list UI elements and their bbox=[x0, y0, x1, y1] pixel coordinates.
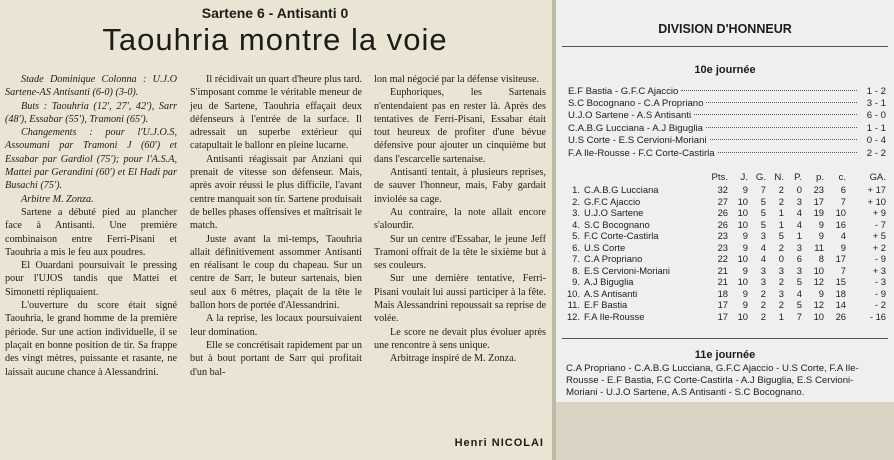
result-row bbox=[568, 110, 886, 122]
stat-g: 4 bbox=[760, 253, 766, 265]
stat-j: 9 bbox=[742, 287, 748, 299]
team-name: C.A.B.G Lucciana bbox=[584, 184, 659, 196]
result-score: 3 - 1 bbox=[866, 98, 886, 110]
team-rank: 5. bbox=[572, 230, 580, 242]
stat-g: 2 bbox=[760, 299, 766, 311]
stat-p: 0 bbox=[796, 184, 802, 196]
team-rank: 1. bbox=[572, 184, 580, 196]
team-rank: 3. bbox=[572, 207, 580, 219]
stat-n: 3 bbox=[778, 287, 784, 299]
stat-j: 10 bbox=[737, 253, 748, 265]
stat-ga: + 9 bbox=[872, 207, 886, 219]
standings-row bbox=[562, 299, 886, 311]
stat-g: 2 bbox=[760, 310, 766, 322]
team-name: F.A Ile-Rousse bbox=[584, 310, 645, 322]
col-header-p: P. bbox=[794, 171, 802, 183]
stat-n: 0 bbox=[778, 253, 784, 265]
stat-c: 9 bbox=[840, 241, 846, 253]
team-name: U.S Corte bbox=[584, 241, 626, 253]
col-header-goals-for: p. bbox=[815, 171, 824, 183]
stat-c: 16 bbox=[835, 218, 846, 230]
stat-pp: 9 bbox=[818, 287, 824, 299]
paragraph: Il récidivait un quart d'heure plus tard. S'imposant comme le véritable meneur de jeu de Sartene, Taouhria effaçait deux défenseurs à l'entrée de la surface. Il adressait un superbe extérieur qui catapultait le ballonr en pleine lucarne. bbox=[190, 74, 363, 152]
team-name: G.F.C Ajaccio bbox=[584, 195, 641, 207]
match-info-stadium: Stade Dominique Colonna : U.J.O Sartene-AS Antisanti (6-0) (3-0). bbox=[5, 74, 177, 99]
stat-pts: 32 bbox=[717, 184, 728, 196]
section-rule bbox=[562, 338, 888, 339]
stat-ga: + 2 bbox=[872, 241, 886, 253]
division-panel bbox=[556, 0, 894, 402]
result-row bbox=[568, 97, 886, 109]
team-name: E.S Cervioni-Moriani bbox=[584, 264, 670, 276]
article-column-1 bbox=[5, 73, 177, 379]
stat-c: 7 bbox=[840, 264, 846, 276]
stat-p: 4 bbox=[796, 218, 802, 230]
col-header-j: J. bbox=[740, 171, 748, 183]
team-rank: 7. bbox=[572, 253, 580, 265]
stat-ga: + 10 bbox=[867, 195, 886, 207]
stat-j: 10 bbox=[737, 276, 748, 288]
stat-n: 2 bbox=[778, 241, 784, 253]
team-rank: 11. bbox=[567, 299, 580, 311]
stat-c: 7 bbox=[840, 195, 846, 207]
paragraph: Antisanti réagissait par Anziani qui prenait de vitesse son défenseur. Mais, après avoir réussi le plus difficile, l'avant centre manquait son tir. Sartene produisait de belles phases offensives et maîtrisait le match. bbox=[190, 153, 363, 232]
col-header-n: N. bbox=[774, 171, 784, 183]
stat-ga: + 17 bbox=[867, 184, 886, 196]
standings-row bbox=[562, 230, 886, 242]
stat-j: 10 bbox=[737, 218, 748, 230]
team-rank: 4. bbox=[572, 218, 580, 230]
team-rank: 9. bbox=[572, 276, 580, 288]
team-rank: 10. bbox=[566, 287, 580, 299]
result-row bbox=[568, 147, 886, 159]
stat-pts: 23 bbox=[717, 230, 728, 242]
stat-pts: 17 bbox=[717, 310, 728, 322]
stat-p: 3 bbox=[796, 241, 802, 253]
stat-pp: 10 bbox=[813, 310, 824, 322]
stat-ga: + 5 bbox=[872, 230, 886, 242]
stat-p: 4 bbox=[796, 207, 802, 219]
paragraph: Au contraire, la note allait encore s'alourdir. bbox=[374, 206, 546, 232]
stat-g: 3 bbox=[760, 264, 766, 276]
stat-n: 1 bbox=[778, 207, 784, 219]
stat-pts: 21 bbox=[717, 276, 728, 288]
title-rule bbox=[562, 46, 888, 47]
standings-row bbox=[562, 219, 886, 231]
stat-ga: - 2 bbox=[875, 299, 886, 311]
stat-n: 2 bbox=[778, 299, 784, 311]
results-list bbox=[568, 85, 886, 159]
stat-j: 10 bbox=[737, 310, 748, 322]
standings-row bbox=[562, 242, 886, 254]
stat-ga: + 3 bbox=[872, 264, 886, 276]
stat-j: 9 bbox=[742, 299, 748, 311]
stat-c: 26 bbox=[835, 310, 846, 322]
stat-n: 2 bbox=[778, 195, 784, 207]
standings-row bbox=[562, 311, 886, 323]
stat-n: 1 bbox=[778, 218, 784, 230]
standings-table bbox=[562, 170, 886, 322]
standings-row bbox=[562, 265, 886, 277]
headline: Taouhria montre la voie bbox=[102, 22, 448, 57]
stat-n: 5 bbox=[778, 230, 784, 242]
stat-c: 6 bbox=[840, 184, 846, 196]
stat-ga: - 7 bbox=[875, 218, 886, 230]
stat-p: 3 bbox=[796, 264, 802, 276]
stat-j: 10 bbox=[737, 195, 748, 207]
result-row bbox=[568, 85, 886, 97]
result-match: S.C Bocognano - C.A Propriano bbox=[568, 98, 704, 110]
stat-pp: 10 bbox=[813, 264, 824, 276]
team-name: A.S Antisanti bbox=[584, 287, 638, 299]
author-signature: Henri NICOLAI bbox=[454, 437, 544, 449]
dot-leader bbox=[706, 126, 857, 128]
paragraph: Antisanti tentait, à plusieurs reprises, de sauver l'honneur, mais, Faby gardait inviolée sa cage. bbox=[374, 167, 546, 205]
standings-header-row bbox=[562, 170, 886, 184]
col-header-goals-against: c. bbox=[838, 171, 846, 183]
paragraph: Le score ne devait plus évoluer après une rencontre à sens unique. bbox=[374, 326, 546, 351]
stat-ga: - 3 bbox=[875, 276, 886, 288]
result-match: U.J.O Sartene - A.S Antisanti bbox=[568, 110, 692, 122]
standings-row bbox=[562, 207, 886, 219]
stat-j: 9 bbox=[742, 241, 748, 253]
match-kicker: Sartene 6 - Antisanti 0 bbox=[201, 5, 349, 21]
stat-g: 5 bbox=[760, 207, 766, 219]
result-match: C.A.B.G Lucciana - A.J Biguglia bbox=[568, 122, 703, 134]
result-score: 1 - 2 bbox=[866, 85, 886, 97]
page-background bbox=[556, 402, 894, 460]
paragraph: Sur une dernière tentative, Ferri-Pisani voulait lui aussi participer à la fête. Mais Alessandrini repoussait sa reprise de volée. bbox=[374, 273, 546, 325]
stat-n: 2 bbox=[778, 184, 784, 196]
standings-row bbox=[562, 184, 886, 196]
dot-leader bbox=[718, 151, 857, 153]
stat-ga: - 16 bbox=[869, 310, 886, 322]
team-name: U.J.O Sartene bbox=[584, 207, 644, 219]
stat-g: 5 bbox=[760, 218, 766, 230]
result-score: 2 - 2 bbox=[866, 147, 886, 159]
result-row bbox=[568, 135, 886, 147]
result-score: 1 - 1 bbox=[866, 122, 886, 134]
stat-p: 3 bbox=[796, 195, 802, 207]
standings-row bbox=[562, 253, 886, 265]
stat-c: 18 bbox=[835, 287, 846, 299]
paragraph: A la reprise, les locaux poursuivaient leur domination. bbox=[190, 313, 362, 338]
standings-row bbox=[562, 276, 886, 288]
stat-c: 10 bbox=[835, 207, 846, 219]
article-column-3 bbox=[374, 73, 546, 366]
stat-c: 15 bbox=[835, 276, 846, 288]
paragraph: Arbitrage inspiré de M. Zonza. bbox=[390, 353, 517, 365]
paragraph: lon mal négocié par la défense visiteuse. bbox=[374, 74, 539, 85]
paragraph: Euphoriques, les Sartenais n'entendaient pas en rester là. Après des tentatives de Ferri-Pisani, Essabar était tout heureux de profiter d'une bévue défensive pour ajouter un cinquième but dans l'escarcelle sartenaise. bbox=[374, 87, 546, 165]
dot-leader bbox=[694, 113, 857, 115]
stat-pts: 23 bbox=[717, 241, 728, 253]
team-rank: 2. bbox=[572, 195, 580, 207]
result-match: F.A Ile-Rousse - F.C Corte-Castirla bbox=[568, 147, 715, 159]
result-row bbox=[568, 122, 886, 134]
result-match: U.S Corte - E.S Cervioni-Moriani bbox=[568, 135, 707, 147]
result-score: 6 - 0 bbox=[866, 110, 886, 122]
stat-pts: 22 bbox=[717, 253, 728, 265]
stat-pp: 19 bbox=[813, 207, 824, 219]
paragraph: Sartene a débuté pied au plancher face à Antisanti. Une première combinaison entre Ferri-Pisani et Taouhria a mis le feu aux poudres. bbox=[5, 206, 177, 258]
match-info-substitutions: Changements : pour l'U.J.O.S, Assoumani par Tramoni J (60') et Essabar par Gardiol (75'); pour l'A.S.A, Mattei par Gerandini (60') et El Hadi par Busachi (75'). bbox=[5, 127, 177, 192]
standings-body bbox=[562, 184, 886, 322]
team-name: A.J Biguglia bbox=[584, 276, 634, 288]
stat-j: 10 bbox=[737, 207, 748, 219]
team-rank: 6. bbox=[572, 241, 580, 253]
stat-p: 6 bbox=[796, 253, 802, 265]
standings-row bbox=[562, 288, 886, 300]
stat-p: 5 bbox=[796, 276, 802, 288]
stat-pts: 26 bbox=[717, 207, 728, 219]
stat-g: 3 bbox=[760, 276, 766, 288]
team-name: F.C Corte-Castirla bbox=[584, 230, 659, 242]
stat-p: 4 bbox=[796, 287, 802, 299]
stat-ga: - 9 bbox=[875, 287, 886, 299]
team-rank: 8. bbox=[572, 264, 580, 276]
dot-leader bbox=[706, 101, 857, 103]
team-name: E.F Bastia bbox=[584, 299, 628, 311]
paragraph: El Ouardani poursuivait le pressing pour l'UJOS tandis que Mattei et Simonetti répliquaient. bbox=[5, 260, 177, 298]
stat-g: 3 bbox=[760, 230, 766, 242]
next-round-title: 11e journée bbox=[694, 349, 756, 361]
stat-c: 4 bbox=[840, 230, 846, 242]
stat-n: 3 bbox=[778, 264, 784, 276]
result-match: E.F Bastia - G.F.C Ajaccio bbox=[568, 85, 679, 97]
stat-p: 1 bbox=[796, 230, 802, 242]
col-header-goal-average: GA. bbox=[869, 171, 886, 183]
stat-pts: 27 bbox=[717, 195, 728, 207]
match-info-goals: Buts : Taouhria (12', 27', 42'), Sarr (48'), Essabar (55'), Tramoni (65'). bbox=[5, 100, 177, 125]
stat-g: 7 bbox=[760, 184, 766, 196]
stat-p: 5 bbox=[796, 299, 802, 311]
dot-leader bbox=[681, 89, 857, 91]
stat-pp: 11 bbox=[814, 241, 824, 253]
round-title: 10e journée bbox=[694, 64, 756, 76]
stat-g: 4 bbox=[760, 241, 766, 253]
col-header-g: G. bbox=[755, 171, 766, 183]
stat-pp: 8 bbox=[818, 253, 824, 265]
col-spacer bbox=[562, 170, 580, 184]
stat-ga: - 9 bbox=[875, 253, 886, 265]
stat-c: 14 bbox=[835, 299, 846, 311]
stat-pts: 17 bbox=[717, 299, 728, 311]
stat-pp: 17 bbox=[813, 195, 824, 207]
next-round-fixtures: C.A Propriano - C.A.B.G Lucciana, G.F.C Ajaccio - U.S Corte, F.A Ile-Rousse - E.F Bastia, F.C Corte-Castirla - A.J Biguglia, E.S Cervioni-Moriani - U.J.O Sartene, A.S Antisanti - S.C Bocognano. bbox=[566, 363, 859, 398]
paragraph: Elle se concrétisait rapidement par un but à bout portant de Sarr qui profitait d'un bal- bbox=[190, 339, 362, 378]
stat-j: 9 bbox=[742, 184, 748, 196]
stat-pp: 23 bbox=[813, 184, 824, 196]
stat-pp: 12 bbox=[813, 276, 824, 288]
col-header-pts: Pts. bbox=[711, 171, 728, 183]
team-name: C.A Propriano bbox=[584, 253, 643, 265]
division-title: DIVISION D'HONNEUR bbox=[658, 22, 792, 36]
stat-pp: 12 bbox=[813, 299, 824, 311]
standings-row bbox=[562, 196, 886, 208]
article-column-2 bbox=[190, 73, 362, 379]
stat-c: 17 bbox=[835, 253, 846, 265]
team-name: S.C Bocognano bbox=[584, 218, 650, 230]
result-score: 0 - 4 bbox=[866, 135, 886, 147]
paragraph: Sur un centre d'Essabar, le jeune Jeff Tramoni offrait de la tête le sixième but à ses couleurs. bbox=[374, 233, 546, 272]
col-spacer bbox=[580, 170, 702, 184]
team-rank: 12. bbox=[566, 310, 580, 322]
stat-j: 9 bbox=[742, 230, 748, 242]
paragraph: L'ouverture du score était signé Taouhria, le grand homme de la première période. Sur une action individuelle, il se plaçait en bonne position de tir. Sa frappe des vingt mètres, puissante et rasante, ne laissait aucune chance à Alessandrini. bbox=[5, 300, 177, 378]
stat-pts: 21 bbox=[717, 264, 728, 276]
stat-n: 2 bbox=[778, 276, 784, 288]
stat-j: 9 bbox=[742, 264, 748, 276]
stat-pp: 9 bbox=[818, 218, 824, 230]
stat-g: 5 bbox=[760, 195, 766, 207]
stat-pp: 9 bbox=[818, 230, 824, 242]
paragraph: Juste avant la mi-temps, Taouhria allait définitivement assommer Antisanti en réalisant le coup du chapeau. Sur un centre de Sarr, le buteur sartenais, bien seul aux 6 mètres, plaçait de la tête le ballon hors de portée d'Alessandrini. bbox=[190, 233, 362, 312]
dot-leader bbox=[710, 138, 857, 140]
stat-g: 2 bbox=[760, 287, 766, 299]
stat-n: 1 bbox=[778, 310, 784, 322]
stat-p: 7 bbox=[796, 310, 802, 322]
stat-pts: 26 bbox=[717, 218, 728, 230]
stat-pts: 18 bbox=[717, 287, 728, 299]
match-info-referee: Arbitre M. Zonza. bbox=[21, 193, 94, 205]
